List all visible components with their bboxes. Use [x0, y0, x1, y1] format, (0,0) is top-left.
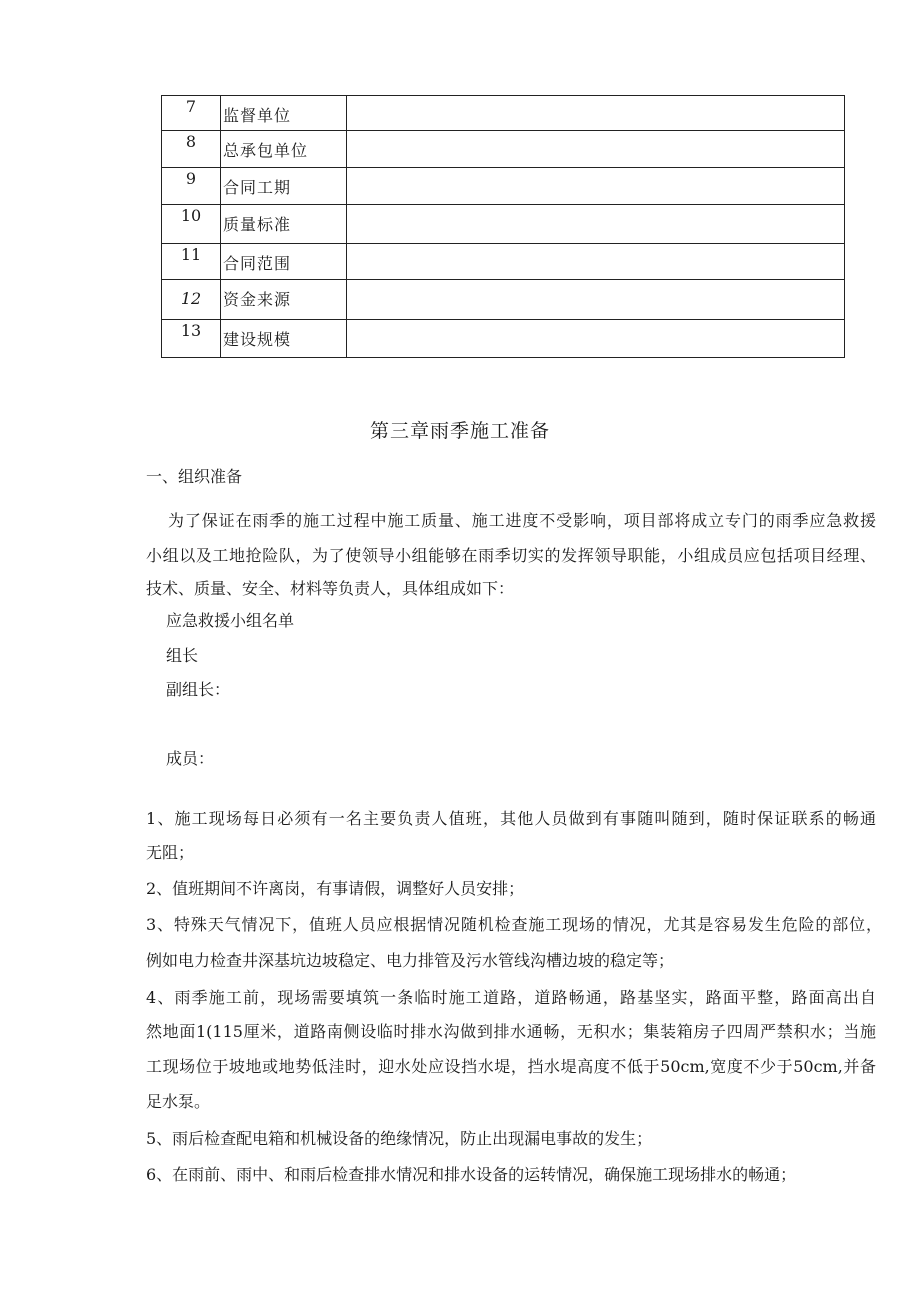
row-number: 13 [162, 320, 221, 358]
row-value [347, 320, 845, 358]
list-item: 4、雨季施工前，现场需要填筑一条临时施工道路，道路畅通，路基坚实，路面平整，路面高出自 [146, 988, 876, 1007]
list-item: 2、值班期间不许离岗，有事请假，调整好人员安排； [146, 879, 525, 898]
vice-leader-label: 副组长： [166, 680, 231, 699]
row-value [347, 244, 845, 280]
row-label: 合同工期 [221, 168, 347, 205]
row-value [347, 280, 845, 320]
list-item: 足水泵。 [146, 1092, 211, 1111]
list-item: 3、特殊天气情况下，值班人员应根据情况随机检查施工现场的情况，尤其是容易发生危险的部位， [146, 915, 882, 934]
table-row [162, 168, 845, 205]
list-item: 5、雨后检查配电箱和机械设备的绝缘情况，防止出现漏电事故的发生； [146, 1129, 653, 1148]
section-heading: 一、组织准备 [146, 467, 243, 486]
row-number: 7 [162, 96, 221, 131]
row-label: 合同范围 [221, 244, 347, 280]
list-item: 1、施工现场每日必须有一名主要负责人值班，其他人员做到有事随叫随到，随时保证联系的畅通 [146, 809, 876, 828]
table-row [162, 320, 845, 358]
row-number: 11 [162, 244, 221, 280]
leader-label: 组长 [166, 646, 199, 665]
row-label: 质量标准 [221, 205, 347, 244]
table-row [162, 131, 845, 168]
row-value [347, 205, 845, 244]
row-value [347, 96, 845, 131]
row-label: 建设规模 [221, 320, 347, 358]
chapter-title: 第三章雨季施工准备 [369, 420, 550, 442]
table-row [162, 280, 845, 320]
row-label: 总承包单位 [221, 131, 347, 168]
table-row [162, 244, 845, 280]
list-item: 然地面1(115厘米，道路南侧设临时排水沟做到排水通畅，无积水；集装箱房子四周严禁积水；当施 [146, 1022, 876, 1041]
row-value [347, 131, 845, 168]
row-number: 9 [162, 168, 221, 205]
paragraph-line: 为了保证在雨季的施工过程中施工质量、施工进度不受影响，项目部将成立专门的雨季应急救援 [168, 511, 876, 530]
row-number: 12 [162, 280, 221, 320]
paragraph-line: 小组以及工地抢险队，为了使领导小组能够在雨季切实的发挥领导职能，小组成员应包括项目经理、 [146, 546, 876, 565]
table-row [162, 96, 845, 131]
paragraph-line: 技术、质量、安全、材料等负责人，具体组成如下： [146, 579, 515, 598]
row-number: 8 [162, 131, 221, 168]
row-label: 监督单位 [221, 96, 347, 131]
row-number: 10 [162, 205, 221, 244]
table-row [162, 205, 845, 244]
roster-title: 应急救援小组名单 [166, 611, 295, 630]
list-item: 例如电力检查井深基坑边坡稳定、电力排管及污水管线沟槽边坡的稳定等； [146, 951, 675, 970]
row-value [347, 168, 845, 205]
list-item: 无阻； [146, 843, 195, 862]
project-info-table [161, 95, 845, 358]
list-item: 工现场位于坡地或地势低洼时，迎水处应设挡水堤，挡水堤高度不低于50cm,宽度不少于50cm,并备 [146, 1057, 876, 1076]
row-label: 资金来源 [221, 280, 347, 320]
list-item: 6、在雨前、雨中、和雨后检查排水情况和排水设备的运转情况，确保施工现场排水的畅通； [146, 1165, 797, 1184]
members-label: 成员： [166, 749, 215, 768]
